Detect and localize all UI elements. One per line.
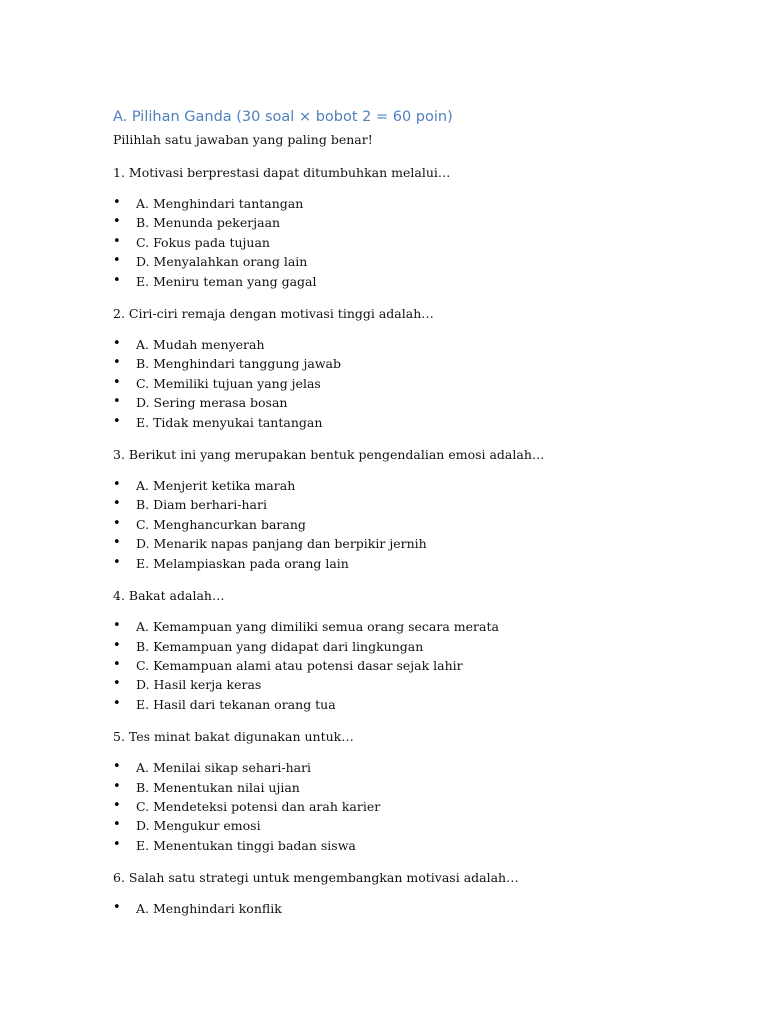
bullet-icon: • bbox=[113, 496, 121, 512]
option-item bbox=[113, 695, 713, 714]
option-list bbox=[113, 899, 713, 918]
option-item bbox=[113, 495, 713, 514]
option-item bbox=[113, 213, 713, 232]
option-list bbox=[113, 194, 713, 291]
option-label: B. Menghindari tanggung jawab bbox=[136, 356, 341, 372]
option-label: B. Diam berhari-hari bbox=[136, 497, 267, 513]
question-text: 5. Tes minat bakat digunakan untuk… bbox=[113, 729, 354, 745]
option-label: C. Mendeteksi potensi dan arah karier bbox=[136, 798, 381, 814]
option-label: C. Memiliki tujuan yang jelas bbox=[136, 375, 321, 391]
document-content bbox=[113, 107, 713, 933]
bullet-icon: • bbox=[113, 477, 121, 493]
option-item bbox=[113, 617, 713, 636]
option-label: E. Tidak menyukai tantangan bbox=[136, 414, 323, 430]
option-list bbox=[113, 617, 713, 714]
option-label: E. Melampiaskan pada orang lain bbox=[136, 555, 349, 571]
bullet-icon: • bbox=[113, 355, 121, 371]
option-item bbox=[113, 194, 713, 213]
bullet-icon: • bbox=[113, 778, 121, 794]
bullet-icon: • bbox=[113, 233, 121, 249]
bullet-icon: • bbox=[113, 618, 121, 634]
bullet-icon: • bbox=[113, 515, 121, 531]
question-text: 6. Salah satu strategi untuk mengembangkan motivasi adalah… bbox=[113, 870, 519, 886]
option-label: E. Meniru teman yang gagal bbox=[136, 273, 317, 289]
bullet-icon: • bbox=[113, 900, 121, 916]
section-heading: A. Pilihan Ganda (30 soal × bobot 2 = 60 poin) bbox=[113, 109, 453, 125]
option-label: A. Menilai sikap sehari-hari bbox=[136, 760, 312, 776]
option-item bbox=[113, 554, 713, 573]
option-item bbox=[113, 272, 713, 291]
option-label: D. Hasil kerja keras bbox=[136, 677, 262, 693]
option-label: A. Kemampuan yang dimiliki semua orang secara merata bbox=[136, 619, 499, 635]
question-block bbox=[113, 869, 713, 918]
option-label: A. Menghindari konflik bbox=[136, 901, 282, 917]
question-text: 4. Bakat adalah… bbox=[113, 588, 225, 604]
question-block bbox=[113, 305, 713, 432]
option-item bbox=[113, 393, 713, 412]
question-block bbox=[113, 728, 713, 855]
option-item bbox=[113, 758, 713, 777]
option-label: C. Menghancurkan barang bbox=[136, 516, 306, 532]
option-list bbox=[113, 335, 713, 432]
question-block bbox=[113, 587, 713, 714]
instruction-text: Pilihlah satu jawaban yang paling benar! bbox=[113, 132, 373, 147]
option-label: D. Menyalahkan orang lain bbox=[136, 254, 308, 270]
bullet-icon: • bbox=[113, 676, 121, 692]
bullet-icon: • bbox=[113, 817, 121, 833]
bullet-icon: • bbox=[113, 394, 121, 410]
option-label: B. Kemampuan yang didapat dari lingkungan bbox=[136, 638, 424, 654]
question-list bbox=[113, 164, 713, 919]
option-item bbox=[113, 816, 713, 835]
option-label: D. Menarik napas panjang dan berpikir jernih bbox=[136, 536, 427, 552]
option-label: A. Mudah menyerah bbox=[136, 337, 265, 353]
option-item bbox=[113, 836, 713, 855]
option-item bbox=[113, 778, 713, 797]
option-item bbox=[113, 233, 713, 252]
option-label: E. Menentukan tinggi badan siswa bbox=[136, 837, 356, 853]
option-item bbox=[113, 534, 713, 553]
option-list bbox=[113, 758, 713, 855]
option-item bbox=[113, 656, 713, 675]
option-label: C. Kemampuan alami atau potensi dasar sejak lahir bbox=[136, 657, 463, 673]
bullet-icon: • bbox=[113, 759, 121, 775]
bullet-icon: • bbox=[113, 336, 121, 352]
option-item bbox=[113, 899, 713, 918]
option-list bbox=[113, 476, 713, 573]
option-item bbox=[113, 797, 713, 816]
question-text: 3. Berikut ini yang merupakan bentuk pengendalian emosi adalah… bbox=[113, 447, 545, 463]
bullet-icon: • bbox=[113, 272, 121, 288]
question-block bbox=[113, 446, 713, 573]
option-item bbox=[113, 413, 713, 432]
question-text: 1. Motivasi berprestasi dapat ditumbuhkan melalui… bbox=[113, 165, 451, 180]
option-label: A. Menjerit ketika marah bbox=[136, 478, 296, 494]
option-label: E. Hasil dari tekanan orang tua bbox=[136, 696, 336, 712]
question-text: 2. Ciri-ciri remaja dengan motivasi tinggi adalah… bbox=[113, 306, 434, 322]
bullet-icon: • bbox=[113, 637, 121, 653]
question-block bbox=[113, 164, 713, 291]
option-label: B. Menentukan nilai ujian bbox=[136, 779, 300, 795]
bullet-icon: • bbox=[113, 413, 121, 429]
option-item bbox=[113, 374, 713, 393]
bullet-icon: • bbox=[113, 836, 121, 852]
bullet-icon: • bbox=[113, 374, 121, 390]
bullet-icon: • bbox=[113, 797, 121, 813]
option-item bbox=[113, 675, 713, 694]
option-item bbox=[113, 476, 713, 495]
option-item bbox=[113, 515, 713, 534]
option-item bbox=[113, 252, 713, 271]
bullet-icon: • bbox=[113, 554, 121, 570]
option-label: A. Menghindari tantangan bbox=[136, 196, 304, 211]
bullet-icon: • bbox=[113, 214, 121, 230]
bullet-icon: • bbox=[113, 656, 121, 672]
option-label: B. Menunda pekerjaan bbox=[136, 215, 281, 231]
bullet-icon: • bbox=[113, 695, 121, 711]
option-label: D. Sering merasa bosan bbox=[136, 395, 288, 411]
option-item bbox=[113, 335, 713, 354]
bullet-icon: • bbox=[113, 253, 121, 269]
option-label: C. Fokus pada tujuan bbox=[136, 234, 270, 250]
bullet-icon: • bbox=[113, 195, 121, 210]
bullet-icon: • bbox=[113, 535, 121, 551]
option-label: D. Mengukur emosi bbox=[136, 818, 261, 834]
option-item bbox=[113, 354, 713, 373]
option-item bbox=[113, 637, 713, 656]
